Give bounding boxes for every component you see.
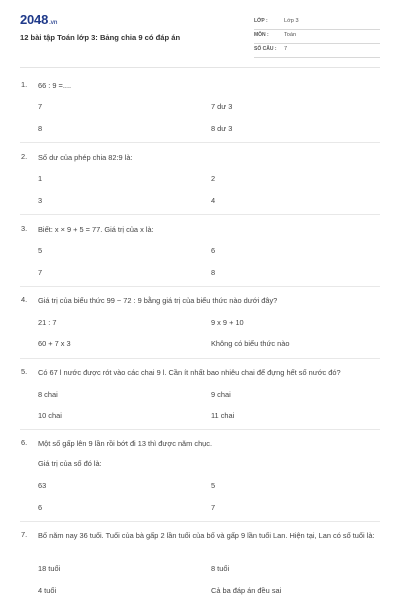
meta-count-label: SỐ CÂU : <box>254 46 277 52</box>
answer-option-c[interactable]: 6 <box>38 503 43 512</box>
meta-class-row <box>254 16 380 30</box>
question-number: 7. <box>21 530 28 539</box>
answer-option-b[interactable]: 6 <box>211 246 216 255</box>
question-stem: Số dư của phép chia 82:9 là: <box>38 153 133 162</box>
meta-subject-row <box>254 30 380 44</box>
question-stem-continued: Giá trị của số đó là: <box>38 459 102 468</box>
meta-class-value: Lớp 3 <box>284 18 299 24</box>
answer-option-d[interactable]: Không có biểu thức nào <box>211 339 290 348</box>
meta-class-label: LỚP : <box>254 18 268 24</box>
answer-option-a[interactable]: 18 tuổi <box>38 564 61 573</box>
question-stem: Có 67 l nước được rót vào các chai 9 l. Cần ít nhất bao nhiêu chai để đựng hết số nước đó? <box>38 368 341 377</box>
answer-option-d[interactable]: 11 chai <box>211 411 235 420</box>
answer-option-a[interactable]: 5 <box>38 246 43 255</box>
answer-option-b[interactable]: 8 tuổi <box>211 564 230 573</box>
answer-option-a[interactable]: 21 : 7 <box>38 318 57 327</box>
page-title: 12 bài tập Toán lớp 3: Bảng chia 9 có đáp án <box>20 33 181 42</box>
answer-option-a[interactable]: 63 <box>38 481 47 490</box>
answer-option-d[interactable]: 8 dư 3 <box>211 124 233 133</box>
site-logo[interactable]: 2048.vn <box>20 12 58 27</box>
question-stem: 66 : 9 =.... <box>38 81 72 90</box>
question-divider <box>20 142 380 143</box>
question-divider <box>20 429 380 430</box>
answer-option-a[interactable]: 7 <box>38 102 43 111</box>
answer-option-a[interactable]: 1 <box>38 174 43 183</box>
answer-option-c[interactable]: 60 + 7 x 3 <box>38 339 71 348</box>
meta-count-row <box>254 44 380 58</box>
answer-option-b[interactable]: 5 <box>211 481 216 490</box>
answer-option-b[interactable]: 9 chai <box>211 390 231 399</box>
answer-option-a[interactable]: 8 chai <box>38 390 58 399</box>
answer-option-c[interactable]: 10 chai <box>38 411 62 420</box>
answer-option-d[interactable]: 7 <box>211 503 216 512</box>
question-number: 2. <box>21 152 28 161</box>
question-divider <box>20 286 380 287</box>
question-number: 3. <box>21 224 28 233</box>
meta-subject-label: MÔN : <box>254 32 269 38</box>
question-stem: Biết: x × 9 + 5 = 77. Giá trị của x là: <box>38 225 154 234</box>
answer-option-c[interactable]: 8 <box>38 124 43 133</box>
header-divider <box>20 67 380 68</box>
question-divider <box>20 521 380 522</box>
answer-option-d[interactable]: 8 <box>211 268 216 277</box>
answer-option-b[interactable]: 9 x 9 + 10 <box>211 318 244 327</box>
question-stem: Giá trị của biểu thức 99 − 72 : 9 bằng giá trị của biểu thức nào dưới đây? <box>38 296 278 305</box>
answer-option-c[interactable]: 4 tuổi <box>38 586 57 595</box>
question-number: 5. <box>21 367 28 376</box>
question-stem: Bố năm nay 36 tuổi. Tuổi của bà gấp 2 lần tuổi của bố và gấp 9 lần tuổi Lan. Hiện tại, Lan có số tuổi là: <box>38 531 375 540</box>
answer-option-b[interactable]: 2 <box>211 174 216 183</box>
question-stem: Một số gấp lên 9 lần rồi bớt đi 13 thì được năm chục. <box>38 439 213 448</box>
answer-option-d[interactable]: Cả ba đáp án đều sai <box>211 586 282 595</box>
meta-count-value: 7 <box>284 46 288 52</box>
answer-option-c[interactable]: 3 <box>38 196 43 205</box>
meta-subject-value: Toán <box>284 32 297 38</box>
question-divider <box>20 358 380 359</box>
question-number: 1. <box>21 80 28 89</box>
answer-option-d[interactable]: 4 <box>211 196 216 205</box>
question-number: 4. <box>21 295 28 304</box>
question-number: 6. <box>21 438 28 447</box>
answer-option-b[interactable]: 7 dư 3 <box>211 102 233 111</box>
answer-option-c[interactable]: 7 <box>38 268 43 277</box>
question-divider <box>20 214 380 215</box>
document-header <box>0 0 400 68</box>
